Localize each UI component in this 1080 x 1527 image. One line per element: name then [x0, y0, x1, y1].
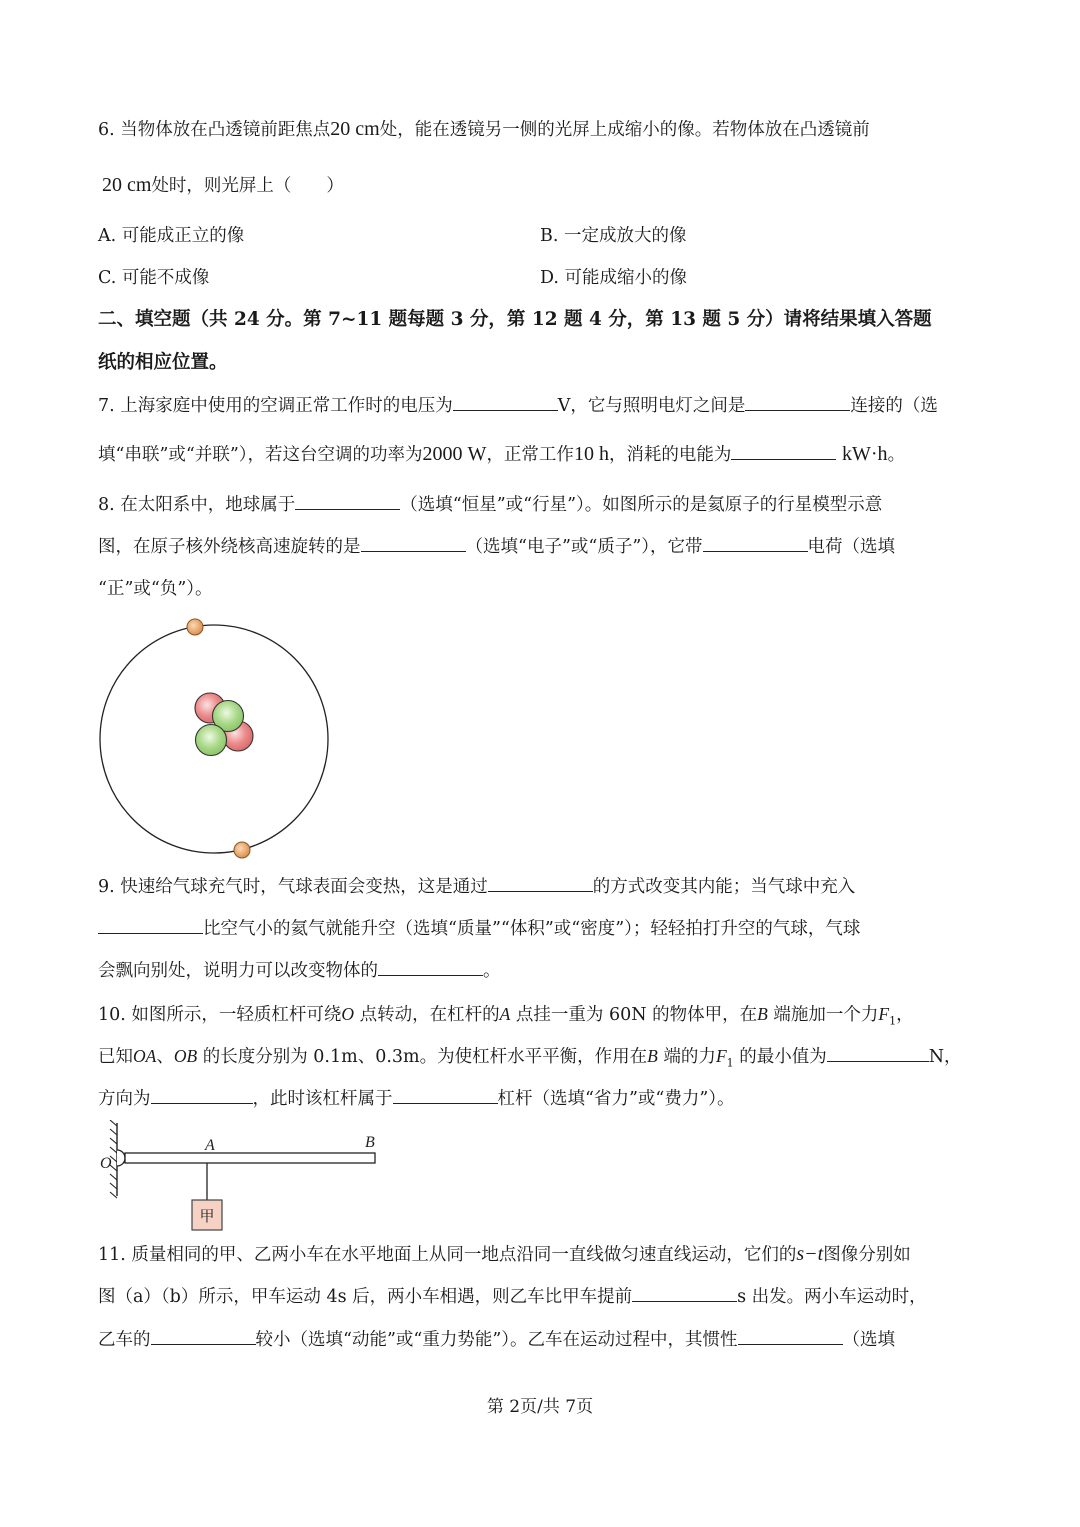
q9-text: 会飘向别处，说明力可以改变物体的 [98, 961, 378, 981]
q11-line1 [98, 1242, 911, 1267]
q9-text: 。 [483, 961, 501, 981]
section-heading: 二、填空题（共 24 分。第 7~11 题每题 3 分，第 12 题 4 分，第 13 题 5 分）请将结果填入答题 [98, 309, 932, 330]
helium-atom-diagram [95, 615, 340, 865]
q9-text: 9. 快速给气球充气时，气球表面会变热，这是通过 [98, 877, 488, 897]
q8-text: 电荷（选填 [807, 537, 896, 557]
q6-line1 [98, 117, 870, 142]
subscript: 1 [889, 1014, 897, 1028]
q8-text: 8. 在太阳系中，地球属于 [98, 495, 296, 515]
q11-text: 乙车的 [98, 1330, 151, 1350]
answer-blank[interactable] [632, 1287, 737, 1302]
answer-blank[interactable] [745, 396, 850, 411]
q10-text: ， [896, 1005, 914, 1025]
q10-text: 端的力 [663, 1047, 716, 1067]
point-a: A [499, 1004, 511, 1024]
answer-blank[interactable] [98, 919, 203, 934]
q10-text: 方向为 [98, 1089, 151, 1109]
q8-line2 [98, 535, 895, 559]
answer-blank[interactable] [295, 495, 400, 510]
q7-text: ，消耗的电能为 [608, 445, 732, 465]
q11-text: 11. 质量相同的甲、乙两小车在水平地面上从同一地点沿同一直线做匀速直线运动，它们的 [98, 1245, 797, 1265]
q10-text: 已知 [98, 1047, 133, 1067]
label-o: O [100, 1155, 112, 1172]
answer-blank[interactable] [488, 877, 593, 892]
answer-blank[interactable] [361, 537, 466, 552]
q10-text: 的最小值为 [739, 1047, 827, 1067]
q10-text: 的长度分别为 0.1m、0.3m。为使杠杆水平平衡，作用在 [202, 1047, 648, 1067]
lever-bar [125, 1153, 375, 1163]
pivot-icon [117, 1150, 125, 1166]
q6-distance-2: 20 cm [102, 174, 152, 196]
q8-text: （选填“电子”或“质子”），它带 [465, 537, 703, 557]
force-f1: F [715, 1046, 727, 1066]
answer-blank[interactable] [151, 1330, 256, 1345]
q6-text: 处时，则光屏上（ ） [151, 176, 344, 196]
q8-text: （选填“恒星”或“行星”）。如图所示的是氦原子的行星模型示意 [400, 495, 883, 515]
q7-text: 连接的（选 [850, 396, 938, 416]
q7-line2 [98, 442, 905, 467]
answer-blank[interactable] [731, 445, 836, 460]
q6-option-a: A. 可能成正立的像 [98, 226, 245, 246]
q11-text: 图像分别如 [823, 1245, 911, 1265]
q8-line1 [98, 493, 882, 517]
q6-option-b: B. 一定成放大的像 [540, 226, 687, 246]
q10-line3 [98, 1087, 735, 1111]
q11-line3 [98, 1328, 895, 1352]
q9-line3 [98, 959, 501, 983]
q7-text: 。 [887, 445, 906, 465]
q6-line2 [102, 173, 344, 198]
electron [187, 619, 203, 635]
segment-ob: OB [173, 1046, 198, 1066]
electron [234, 842, 250, 858]
q10-text: ，此时该杠杆属于 [252, 1089, 393, 1109]
q9-text: 的方式改变其内能；当气球中充入 [592, 877, 856, 897]
section-heading-2: 纸的相应位置。 [98, 352, 228, 373]
weight-label: 甲 [199, 1209, 215, 1225]
q10-text: 端施加一个力 [773, 1005, 879, 1025]
force-f1: F [878, 1004, 890, 1024]
s-t-graph: s−t [796, 1243, 824, 1265]
q7-line1 [98, 394, 938, 418]
neutron [196, 725, 227, 756]
q7-time: 10 h [573, 443, 609, 465]
q10-text: N， [928, 1047, 962, 1067]
subscript: 1 [726, 1056, 734, 1070]
point-b: B [757, 1004, 768, 1024]
q7-power: 2000 W [422, 443, 487, 465]
q9-line1 [98, 875, 855, 899]
q10-text: 杠杆（选填“省力”或“费力”）。 [497, 1089, 735, 1109]
q9-text: 比空气小的氦气就能升空（选填“质量”“体积”或“密度”）；轻轻拍打升空的气球，气球 [203, 919, 861, 939]
q11-text: 图（a）（b）所示，甲车运动 4s 后，两小车相遇，则乙车比甲车提前 [98, 1287, 633, 1307]
q8-text: 图，在原子核外绕核高速旋转的是 [98, 537, 361, 557]
q6-distance: 20 cm [330, 118, 380, 140]
q10-text: 点转动，在杠杆的 [359, 1005, 500, 1025]
q7-unit: kW·h [842, 443, 888, 465]
label-a: A [205, 1137, 215, 1154]
q11-text: 较小（选填“动能”或“重力势能”）。乙车在运动过程中，其惯性 [255, 1330, 738, 1350]
label-b: B [365, 1134, 375, 1151]
answer-blank[interactable] [453, 396, 558, 411]
q7-text: V，它与照明电灯之间是 [557, 396, 746, 416]
answer-blank[interactable] [827, 1047, 929, 1062]
q11-line2 [98, 1285, 927, 1309]
q11-text: s 出发。两小车运动时， [737, 1287, 927, 1307]
segment-oa: OA [133, 1046, 157, 1066]
answer-blank[interactable] [378, 961, 483, 976]
lever-diagram [95, 1120, 385, 1235]
q10-text: 、 [156, 1047, 174, 1067]
q11-text: （选填 [842, 1330, 896, 1350]
q6-text: 处，能在透镜另一侧的光屏上成缩小的像。若物体放在凸透镜前 [379, 120, 870, 140]
q10-text: 10. 如图所示，一轻质杠杆可绕 [98, 1005, 342, 1025]
q6-text: 6. 当物体放在凸透镜前距焦点 [98, 120, 331, 140]
answer-blank[interactable] [703, 537, 808, 552]
answer-blank[interactable] [738, 1330, 843, 1345]
answer-blank[interactable] [151, 1089, 253, 1104]
q6-option-c: C. 可能不成像 [98, 268, 210, 288]
q7-text: 填“串联”或“并联”），若这台空调的功率为 [98, 445, 423, 465]
page-number: 第 2页/共 7页 [486, 1397, 594, 1417]
q6-option-d: D. 可能成缩小的像 [540, 268, 688, 288]
q10-line1 [98, 1002, 914, 1034]
point-b: B [647, 1046, 658, 1066]
q7-text: 7. 上海家庭中使用的空调正常工作时的电压为 [98, 396, 453, 416]
q10-text: 点挂一重为 60N 的物体甲，在 [515, 1005, 758, 1025]
answer-blank[interactable] [393, 1089, 498, 1104]
point-o: O [341, 1004, 355, 1024]
q8-line3: “正”或“负”）。 [98, 579, 213, 599]
q7-text: ，正常工作 [486, 445, 574, 465]
q9-line2 [98, 917, 860, 941]
q10-line2 [98, 1044, 962, 1076]
